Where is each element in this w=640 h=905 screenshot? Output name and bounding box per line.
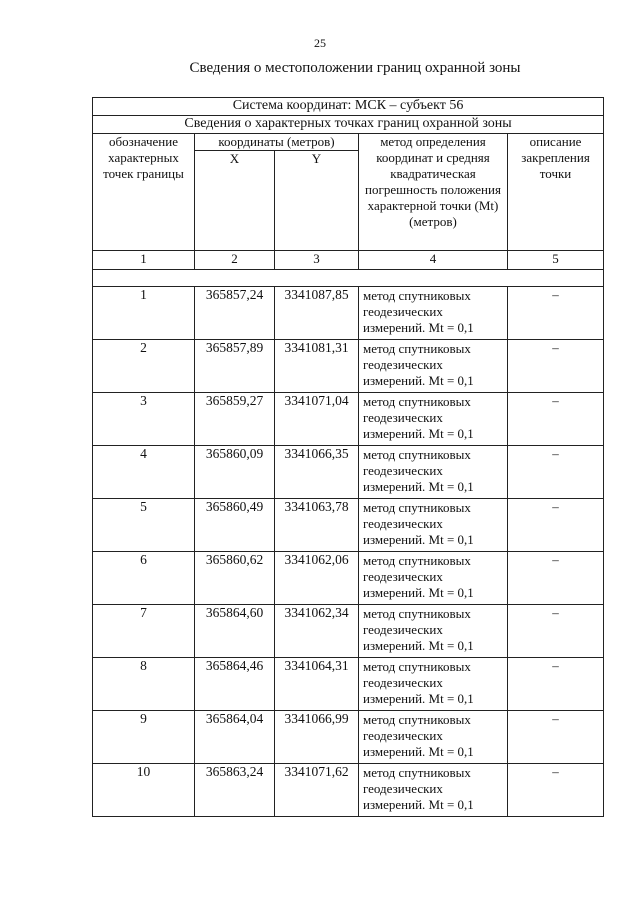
x-coordinate-cell: 365860,62: [195, 552, 275, 605]
method-cell: метод спутниковых геодезических измерений. Mt = 0,1: [359, 446, 508, 499]
y-coordinate-cell: 3341063,78: [275, 499, 359, 552]
point-cell: 3: [93, 393, 195, 446]
column-number: 3: [275, 251, 359, 270]
description-cell: –: [508, 287, 604, 340]
table-caption-row: [93, 116, 604, 134]
method-cell: метод спутниковых геодезических измерений. Mt = 0,1: [359, 287, 508, 340]
table-row: [93, 764, 604, 817]
description-cell: –: [508, 552, 604, 605]
boundary-points-table: [92, 97, 604, 817]
y-coordinate-cell: 3341064,31: [275, 658, 359, 711]
table-row: [93, 393, 604, 446]
point-cell: 1: [93, 287, 195, 340]
table-row: [93, 605, 604, 658]
point-cell: 8: [93, 658, 195, 711]
page-number: 25: [314, 36, 326, 50]
empty-row: [93, 270, 604, 287]
column-number: 1: [93, 251, 195, 270]
y-coordinate-cell: 3341087,85: [275, 287, 359, 340]
description-cell: –: [508, 340, 604, 393]
coordinate-system-cell: Система координат: МСК – субъект 56: [93, 98, 604, 116]
x-coordinate-cell: 365860,09: [195, 446, 275, 499]
header-y: Y: [275, 151, 359, 251]
table-row: [93, 287, 604, 340]
document-title: Сведения о местоположении границ охранной зоны: [189, 60, 521, 76]
x-coordinate-cell: 365864,46: [195, 658, 275, 711]
description-cell: –: [508, 764, 604, 817]
column-number: 2: [195, 251, 275, 270]
table-row: [93, 552, 604, 605]
description-cell: –: [508, 393, 604, 446]
method-cell: метод спутниковых геодезических измерений. Mt = 0,1: [359, 711, 508, 764]
y-coordinate-cell: 3341062,34: [275, 605, 359, 658]
header-point-designation: обозначение характерных точек границы: [93, 134, 195, 251]
x-coordinate-cell: 365860,49: [195, 499, 275, 552]
header-description: описание закрепления точки: [508, 134, 604, 251]
x-coordinate-cell: 365864,60: [195, 605, 275, 658]
table-row: [93, 340, 604, 393]
method-cell: метод спутниковых геодезических измерений. Mt = 0,1: [359, 605, 508, 658]
y-coordinate-cell: 3341071,62: [275, 764, 359, 817]
method-cell: метод спутниковых геодезических измерений. Mt = 0,1: [359, 340, 508, 393]
y-coordinate-cell: 3341066,99: [275, 711, 359, 764]
y-coordinate-cell: 3341066,35: [275, 446, 359, 499]
table-caption-cell: Сведения о характерных точках границ охранной зоны: [93, 116, 604, 134]
header-coordinates: координаты (метров): [195, 134, 359, 151]
description-cell: –: [508, 499, 604, 552]
x-coordinate-cell: 365863,24: [195, 764, 275, 817]
table-row: [93, 711, 604, 764]
method-cell: метод спутниковых геодезических измерений. Mt = 0,1: [359, 658, 508, 711]
header-method: метод определения координат и средняя квадратическая погрешность положения характерной точки (Mt) (метров): [359, 134, 508, 251]
method-cell: метод спутниковых геодезических измерений. Mt = 0,1: [359, 393, 508, 446]
header-row: [93, 134, 604, 151]
point-cell: 2: [93, 340, 195, 393]
method-cell: метод спутниковых геодезических измерений. Mt = 0,1: [359, 552, 508, 605]
column-numbers-row: [93, 251, 604, 270]
point-cell: 9: [93, 711, 195, 764]
x-coordinate-cell: 365857,24: [195, 287, 275, 340]
y-coordinate-cell: 3341062,06: [275, 552, 359, 605]
table-row: [93, 658, 604, 711]
table-row: [93, 446, 604, 499]
x-coordinate-cell: 365859,27: [195, 393, 275, 446]
header-x: X: [195, 151, 275, 251]
description-cell: –: [508, 605, 604, 658]
point-cell: 6: [93, 552, 195, 605]
point-cell: 10: [93, 764, 195, 817]
column-number: 5: [508, 251, 604, 270]
x-coordinate-cell: 365857,89: [195, 340, 275, 393]
point-cell: 4: [93, 446, 195, 499]
method-cell: метод спутниковых геодезических измерений. Mt = 0,1: [359, 764, 508, 817]
table-row: [93, 499, 604, 552]
y-coordinate-cell: 3341071,04: [275, 393, 359, 446]
empty-cell: [93, 270, 604, 287]
method-cell: метод спутниковых геодезических измерений. Mt = 0,1: [359, 499, 508, 552]
y-coordinate-cell: 3341081,31: [275, 340, 359, 393]
description-cell: –: [508, 446, 604, 499]
description-cell: –: [508, 711, 604, 764]
coordinate-system-row: [93, 98, 604, 116]
point-cell: 7: [93, 605, 195, 658]
column-number: 4: [359, 251, 508, 270]
x-coordinate-cell: 365864,04: [195, 711, 275, 764]
description-cell: –: [508, 658, 604, 711]
point-cell: 5: [93, 499, 195, 552]
